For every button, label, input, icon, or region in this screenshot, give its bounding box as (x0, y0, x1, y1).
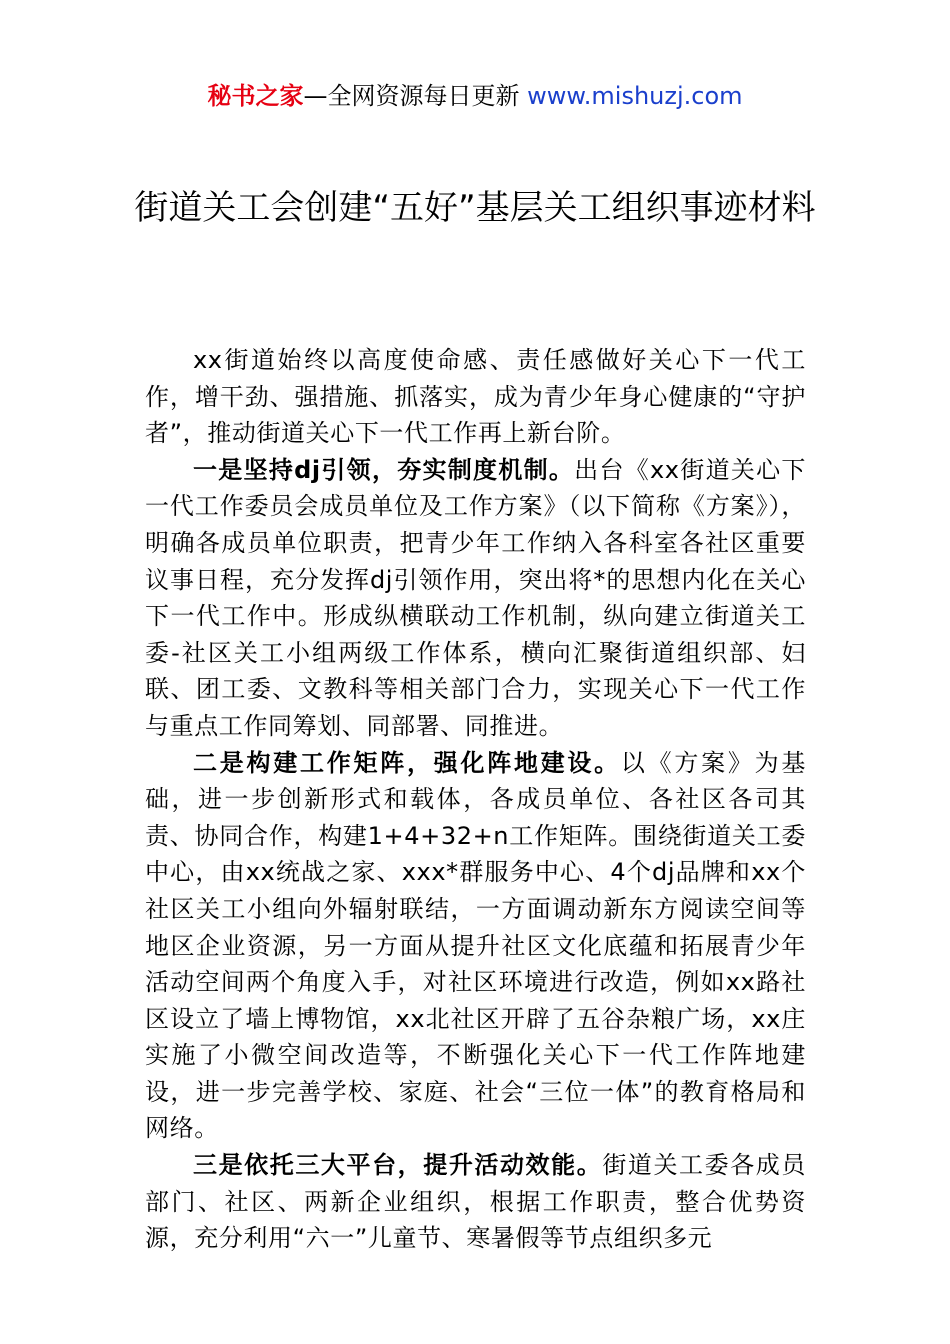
document-title: 街道关工会创建“五好”基层关工组织事迹材料 (134, 188, 816, 228)
paragraph-lead: 三是依托三大平台，提升活动效能。 (193, 1151, 603, 1180)
paragraph (145, 342, 806, 452)
paragraph-text: 以《方案》为基础，进一步创新形式和载体，各成员单位、各社区各司其责、协同合作，构建1+4+32+n工作矩阵。围绕街道关工委中心，由xx统战之家、xxx*群服务中心、4个dj品牌和xx个社区关工小组向外辐射联结，一方面调动新东方阅读空间等地区企业资源，另一方面从提升社区文化底蕴和拓展青少年活动空间两个角度入手，对社区环境进行改造，例如xx路社区设立了墙上博物馆，xx北社区开辟了五谷杂粮广场，xx庄实施了小微空间改造等，不断强化关心下一代工作阵地建设，进一步完善学校、家庭、社会“三位一体”的教育格局和网络。 (145, 748, 806, 1143)
paragraph-text: 出台《xx街道关心下一代工作委员会成员单位及工作方案》（以下简称《方案》），明确各成员单位职责，把青少年工作纳入各科室各社区重要议事日程，充分发挥dj引领作用，突出将*的思想内化在关心下一代工作中。形成纵横联动工作机制，纵向建立街道关工委-社区关工小组两级工作体系，横向汇聚街道组织部、妇联、团工委、文教科等相关部门合力，实现关心下一代工作与重点工作同筹划、同部署、同推进。 (145, 455, 806, 740)
paragraph (145, 452, 806, 745)
document-body (145, 342, 806, 1257)
site-url[interactable]: www.mishuzj.com (527, 82, 743, 110)
paragraph-text: xx街道始终以高度使命感、责任感做好关心下一代工作，增干劲、强措施、抓落实，成为青少年身心健康的“守护者”，推动街道关心下一代工作再上新台阶。 (145, 346, 806, 448)
site-header (0, 80, 950, 112)
site-brand: 秘书之家 (207, 82, 304, 110)
paragraph-lead: 二是构建工作矩阵，强化阵地建设。 (193, 748, 621, 777)
paragraph-text: 街道关工委各成员部门、社区、两新企业组织，根据工作职责，整合优势资源，充分利用“六一”儿童节、寒暑假等节点组织多元 (145, 1151, 806, 1253)
site-tagline: —全网资源每日更新 (303, 82, 528, 110)
paragraph (145, 1147, 806, 1257)
paragraph (145, 745, 806, 1148)
paragraph-lead: 一是坚持dj引领，夯实制度机制。 (193, 455, 575, 484)
